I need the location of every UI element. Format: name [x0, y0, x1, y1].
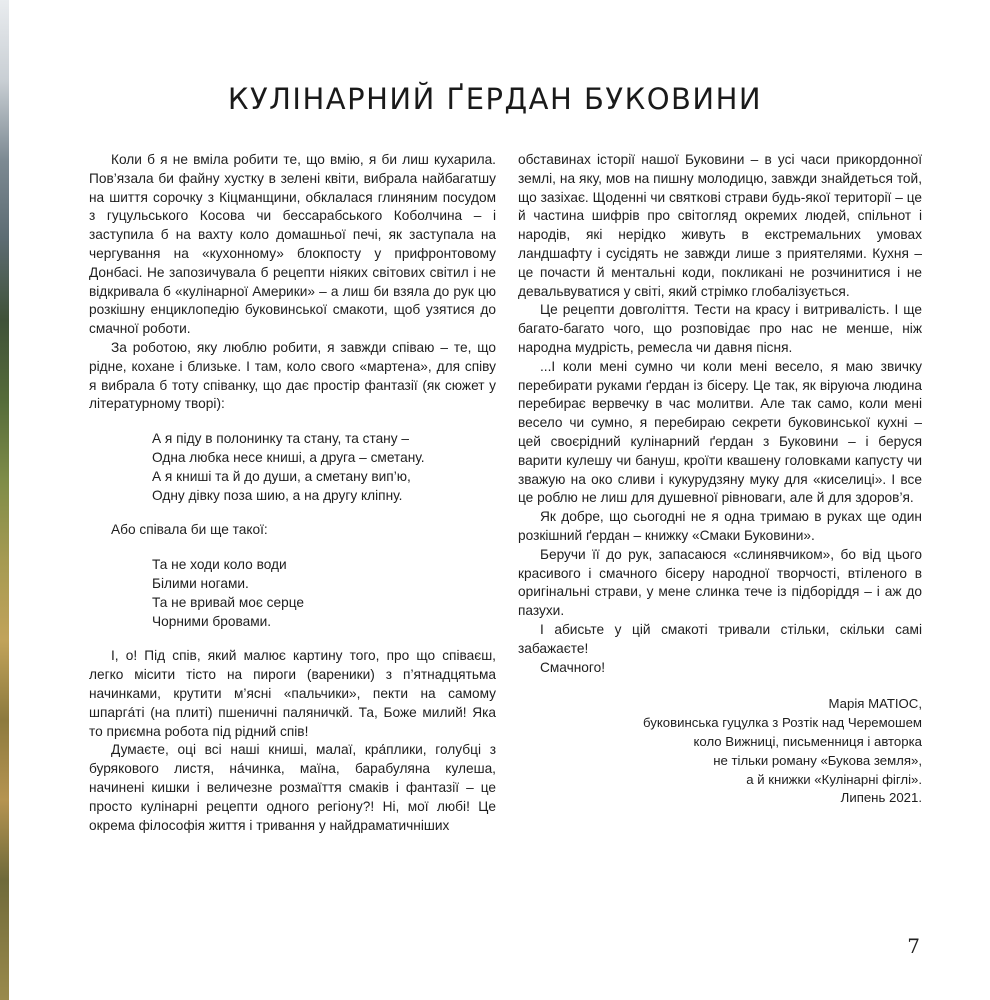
photo-edge-strip — [0, 0, 9, 1000]
page-title: КУЛІНАРНИЙ ҐЕРДАН БУКОВИНИ — [227, 82, 763, 116]
signature-line: Липень 2021. — [840, 790, 922, 806]
signature-line: Марія МАТІОС, — [828, 696, 922, 712]
author-signature — [518, 695, 922, 808]
poem-line: Та не вривай моє серце — [152, 594, 305, 610]
paragraph: Це рецепти довголіття. Тести на красу і витривалість. І ще багато-багато чого, що розповідає про нас не менше, ніж народна мудрість, ремесла чи давня пісня. — [518, 302, 922, 355]
paragraph: ...І коли мені сумно чи коли мені весело, я маю звичку перебирати руками ґердан із бісеру. Це так, як віруюча людина перебирає вервечку в час молитви. Але так само, коли мені весело чи сумно, я перебираю секрети буковинської кухні – цей своєрідний кулінарний ґердан з Буковини – і беруся варити кулешу чи бануш, кроїти квашену головками капусту чи зважую на око сливи і кукурудзяну муку для «киселиці». І все це роблю не лиш для душевної рівноваги, але й для здоров’я. — [518, 358, 922, 506]
signature-line: не тільки роману «Букова земля», — [713, 752, 922, 768]
poem-line: Чорними бровами. — [152, 613, 272, 629]
poem-stanza-2 — [152, 556, 496, 631]
poem-line: Одна любка несе книші, а друга – сметану. — [152, 449, 425, 465]
paragraph: Смачного! — [540, 659, 606, 675]
paragraph: Коли б я не вміла робити те, що вмію, я би лиш кухарила. Пов’язала би файну хустку в зелені квіти, вибрала найбагатшу на шиття сорочку з Кіцманщини, обклалася глиняним посудом з гуцульського Косова чи бессарабського Коболчина – і заступила б на вахту коло домашньої печі, як заступала на чергування на «кухонному» блокпосту у прифронтовому Донбасі. Не запозичувала б рецепти ніяких світових світил і не відкривала б «кулінарної Америки» – а лиш би взяла до рук цю розкішну енциклопедію буковинської смакоти, щоб узятися до смачної роботи. — [89, 152, 496, 337]
page-number: 7 — [907, 934, 920, 958]
paragraph: Як добре, що сьогодні не я одна тримаю в руках ще один розкішний ґердан – книжку «Смаки Буковини». — [518, 509, 922, 543]
paragraph: обставинах історії нашої Буковини – в усі часи прикордонної землі, на яку, мов на пишну молодицю, завжди знайдеться той, що зазіхає. Щоденні чи святкові страви будь-якої території – це й частина шифрів про світогляд окремих людей, спільнот і народів, які нерідко живуть в екстремальних умовах ландшафту і сусідять не завжди лише з приятелями. Кухня – це почасти й ментальні коди, покликані не розчинитися і не девальвуватися у світі, який стрімко глобалізується. — [518, 152, 922, 299]
signature-line: коло Вижниці, письменниця і авторка — [693, 733, 922, 749]
signature-line: буковинська гуцулка з Розтік над Черемошем — [642, 715, 922, 731]
left-column — [89, 151, 496, 835]
paragraph: За роботою, яку люблю робити, я завжди співаю – те, що рідне, кохане і близьке. І там, коло свого «мартена», для співу я вибрала б тоту співанку, що дає простір фантазії (як сюжет у літературному творі): — [89, 339, 496, 412]
paragraph: Або співала би ще такої: — [111, 522, 268, 538]
poem-line: Та не ходи коло води — [152, 557, 287, 573]
paragraph: Думаєте, оці всі наші книші, малаї, кра́плики, голубці з бурякового листя, на́чинка, маїна, барабуляна кулеша, начинені кишки і величезне розмаїття смаків і фантазії – це просто кулінарні рецепти одного регіону?! Ні, мої любі! Це окрема філософія життя і тривання у найдраматичніших — [89, 742, 496, 833]
poem-line: А я піду в полонинку та стану, та стану – — [152, 431, 409, 447]
paragraph: І абисьте у цій смакоті тривали стільки, скільки самі забажаєте! — [518, 621, 922, 656]
signature-line: а й книжки «Кулінарні фіглі». — [746, 771, 922, 787]
paragraph: І, о! Під спів, який малює картину того, про що співаєш, легко місити тісто на пироги (вареники) з п’ятнадцятьма начинками, крутити м’ясні «пальчики», пекти на самому шпаргáті (на плиті) пшеничні паляничкй. Та, Боже милий! Яка то приємна робота під рідний спів! — [89, 648, 496, 739]
poem-line: А я книші та й до души, а сметану вип’ю, — [152, 468, 411, 484]
poem-line: Білими ногами. — [152, 575, 249, 591]
paragraph: Беручи її до рук, запасаюся «слинявчиком», бо від цього красивого і смачного бісеру народної творчості, втіленого в оригінальні страви, у мене слинка тече із підборіддя – і аж до пазухи. — [518, 546, 922, 619]
poem-line: Одну дівку поза шию, а на другу кліпну. — [152, 487, 403, 503]
right-column — [518, 151, 922, 808]
poem-stanza-1 — [152, 430, 496, 505]
